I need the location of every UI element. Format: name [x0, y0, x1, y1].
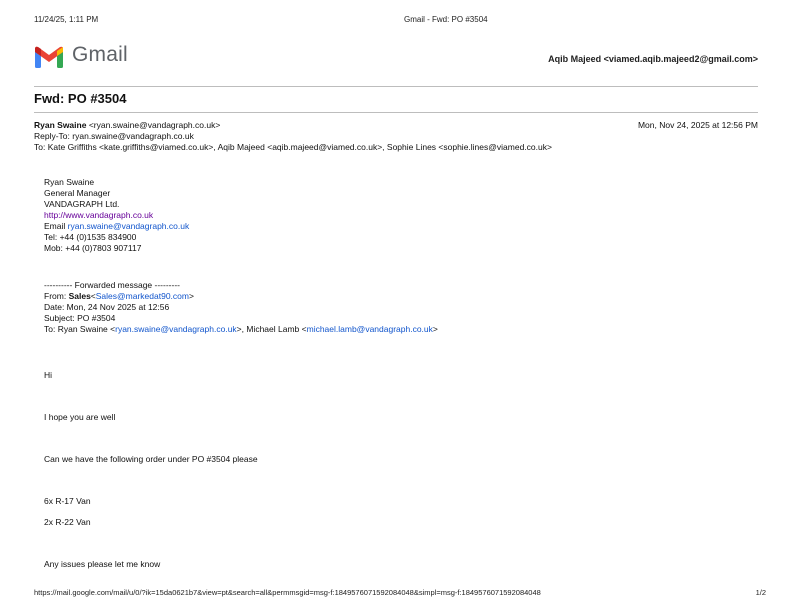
signature-company: VANDAGRAPH Ltd.: [44, 199, 120, 209]
forwarded-from: From: Sales<Sales@markedat90.com>: [44, 291, 194, 301]
forwarded-to-email2-link[interactable]: michael.lamb@vandagraph.co.uk: [306, 324, 433, 334]
header-divider: [34, 86, 758, 87]
forwarded-to-label: To: Ryan Swaine <: [44, 324, 116, 334]
sender-email: <ryan.swaine@vandagraph.co.uk>: [88, 120, 221, 130]
forwarded-subject: Subject: PO #3504: [44, 313, 116, 323]
account-email: Aqib Majeed <viamed.aqib.majeed2@gmail.com>: [548, 54, 758, 64]
forwarded-divider: ---------- Forwarded message ---------: [44, 280, 180, 290]
forwarded-to-email1-link[interactable]: ryan.swaine@vandagraph.co.uk: [115, 324, 237, 334]
order-item-1: 6x R-17 Van: [44, 496, 91, 506]
signature-website-link[interactable]: http://www.vandagraph.co.uk: [44, 210, 154, 220]
order-item-2: 2x R-22 Van: [44, 517, 91, 527]
signature-email-link[interactable]: ryan.swaine@vandagraph.co.uk: [67, 221, 190, 231]
signature-tel: Tel: +44 (0)1535 834900: [44, 232, 137, 242]
email-subject: Fwd: PO #3504: [34, 91, 127, 106]
subject-divider: [34, 112, 758, 113]
sender-name: Ryan Swaine: [34, 120, 87, 130]
print-footer-url: https://mail.google.com/mail/u/0/?ik=15da0621b7&view=pt&search=all&permmsgid=msg-f:1849576071592084048&simpl=msg-f:1849576071592084048: [34, 588, 541, 597]
reply-to-label: Reply-To:: [34, 131, 70, 141]
to-line: [34, 142, 552, 152]
signature-mob: Mob: +44 (0)7803 907117: [44, 243, 142, 253]
print-title: Gmail - Fwd: PO #3504: [404, 15, 488, 24]
signature-name: Ryan Swaine: [44, 177, 95, 187]
body-closing: Any issues please let me know: [44, 559, 161, 569]
to-label: To:: [34, 142, 46, 152]
forwarded-to-mid: >, Michael Lamb <: [236, 324, 307, 334]
print-page-number: 1/2: [755, 588, 766, 597]
signature-email-label: Email: [44, 221, 66, 231]
forwarded-from-email-link[interactable]: Sales@markedat90.com: [95, 291, 189, 301]
message-date: Mon, Nov 24, 2025 at 12:56 PM: [637, 120, 758, 130]
body-line-2: Can we have the following order under PO #3504 please: [44, 454, 258, 464]
body-greeting: Hi: [44, 370, 53, 380]
to-value: Kate Griffiths <kate.griffiths@viamed.co.uk>, Aqib Majeed <aqib.majeed@viamed.co.uk>, Sophie Lines <sophie.lines@viamed.co.uk>: [47, 142, 552, 152]
gmail-logo-icon: [34, 45, 64, 69]
forwarded-to: [44, 324, 438, 334]
reply-to-line: [34, 131, 194, 141]
signature-role: General Manager: [44, 188, 111, 198]
forwarded-from-name: Sales: [68, 291, 91, 301]
print-datetime: 11/24/25, 1:11 PM: [34, 15, 99, 24]
reply-to-value: ryan.swaine@vandagraph.co.uk: [72, 131, 194, 141]
forwarded-from-label: From:: [44, 291, 67, 301]
forwarded-to-end: >: [432, 324, 438, 334]
message-from: [34, 120, 220, 130]
body-line-1: I hope you are well: [44, 412, 116, 422]
signature-email-line: [44, 221, 189, 231]
gmail-wordmark: Gmail: [72, 43, 128, 66]
forwarded-date: Date: Mon, 24 Nov 2025 at 12:56: [44, 302, 170, 312]
